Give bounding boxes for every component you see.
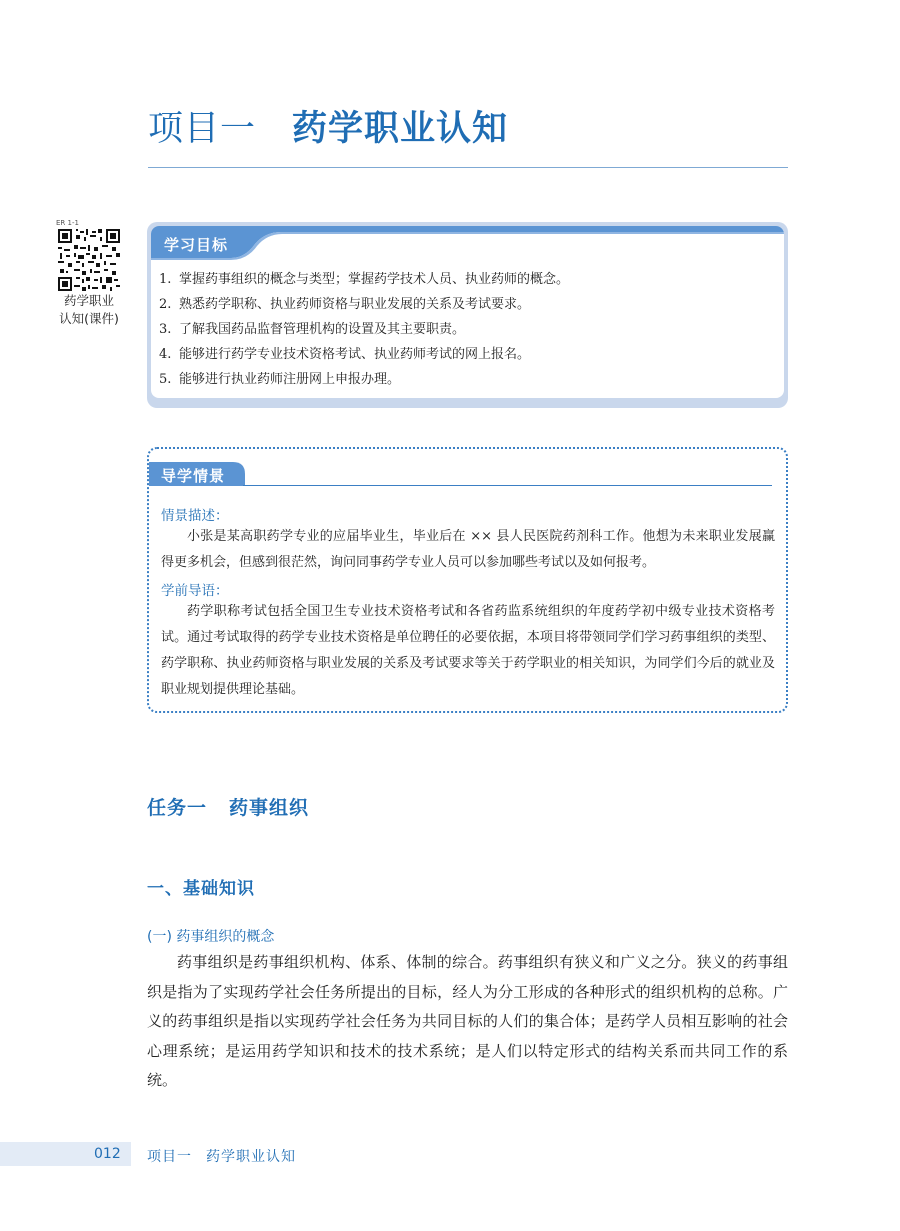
project-title [148, 100, 508, 152]
objectives-list [159, 267, 569, 392]
objectives-title: 学习目标 [164, 236, 229, 254]
scenario-guide-label: 学前导语： [161, 583, 229, 599]
section-heading: 一、基础知识 [147, 879, 255, 899]
subsection-heading: (一) 药事组织的概念 [147, 929, 275, 945]
qr-caption [48, 292, 130, 328]
body-paragraph: 药事组织是药事组织机构、体系、体制的综合。药事组织有狭义和广义之分。狭义的药事组织是指为了实现药学社会任务所提出的目标，经人为分工形成的各种形式的组织机构的总称。广义的药事组织是指以实现药学社会任务为共同目标的人们的集合体；是药学人员相互影响的社会心理系统；是运用药学知识和技术的技术系统；是人们以特定形式的结构关系而共同工作的系统。 [147, 953, 788, 1089]
scenario-divider [243, 485, 772, 486]
objective-item: 2. 熟悉药学职称、执业药师资格与职业发展的关系及考试要求。 [159, 297, 531, 312]
task-heading [147, 793, 309, 820]
qr-caption-line1: 药学职业 [63, 293, 114, 308]
footer-title [147, 1146, 296, 1166]
scenario-title: 导学情景 [161, 467, 226, 485]
learning-objectives-panel [151, 226, 784, 398]
project-name: 药学职业认知 [292, 109, 509, 149]
footer-project-name: 药学职业认知 [206, 1149, 296, 1165]
scenario-box [147, 447, 788, 713]
objective-item: 4. 能够进行药学专业技术资格考试、执业药师考试的网上报名。 [159, 347, 531, 362]
footer-project-label: 项目一 [147, 1149, 192, 1165]
objective-item: 3. 了解我国药品监督管理机构的设置及其主要职责。 [159, 322, 466, 337]
qr-tag: ER 1-1 [56, 219, 79, 227]
objectives-header-shape [151, 226, 784, 260]
learning-objectives-box [147, 222, 788, 408]
qr-caption-line2: 认知(课件) [59, 311, 119, 326]
scenario-guide-text: 药学职称考试包括全国卫生专业技术资格考试和各省药监系统组织的年度药学初中级专业技术资格考试。通过考试取得的药学专业技术资格是单位聘任的必要依据，本项目将带领同学们学习药事组织的类型、药学职称、执业药师资格与职业发展的关系及考试要求等关于药学职业的相关知识，为同学们今后的就业及职业规划提供理论基础。 [161, 604, 775, 697]
task-name: 药事组织 [229, 797, 310, 819]
scenario-desc-label: 情景描述： [161, 508, 229, 524]
title-divider [148, 167, 788, 168]
qr-code-icon[interactable] [56, 227, 122, 293]
scenario-desc-text: 小张是某高职药学专业的应届毕业生，毕业后在 ×× 县人民医院药剂科工作。他想为未来职业发展赢得更多机会，但感到很茫然，询问同事药学专业人员可以参加哪些考试以及如何报考。 [161, 529, 775, 570]
objective-item: 5. 能够进行执业药师注册网上申报办理。 [159, 372, 401, 387]
page-number: 012 [94, 1146, 121, 1162]
objective-item: 1. 掌握药事组织的概念与类型；掌握药学技术人员、执业药师的概念。 [159, 272, 570, 287]
task-label: 任务一 [147, 797, 208, 819]
project-label: 项目一 [148, 109, 257, 149]
